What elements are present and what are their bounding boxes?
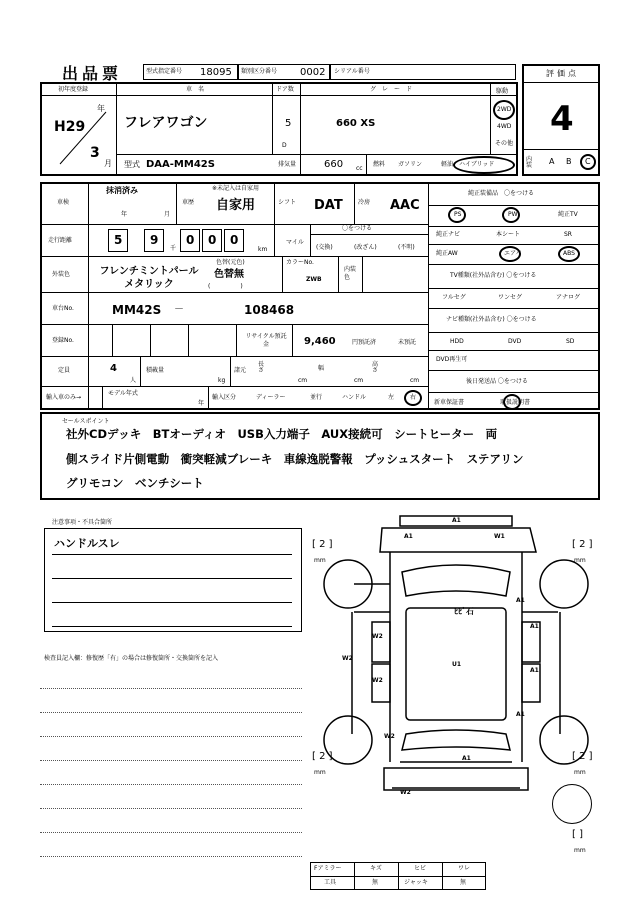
mileage-k: 千	[170, 245, 177, 252]
mark-door-left-front: W2	[372, 633, 383, 640]
later-manual[interactable]: 取扱説明書	[500, 399, 531, 406]
drive-other[interactable]: その他	[495, 140, 514, 147]
doors-value: 5	[285, 118, 292, 129]
footer-r2: 無	[372, 879, 379, 886]
mark-front-bumper: A1	[452, 517, 461, 524]
chassis-label: 車台No.	[52, 305, 74, 312]
regno-label: 登録No.	[52, 337, 74, 344]
sales-line-2: 側スライド片側電動 衝突軽減ブレーキ 車線逸脱警報 プッシュスタート ステアリン	[66, 452, 524, 466]
drive-2wd[interactable]: 2WD	[497, 106, 512, 113]
tread-rl: [ 2 ]	[312, 751, 333, 762]
drive-2wd-circle	[493, 100, 515, 120]
history-note: ※未記入は自家用	[212, 185, 260, 192]
recycle-no: 未預託	[398, 339, 417, 346]
interior-label: 内装	[526, 156, 533, 169]
len-cm: cm	[298, 377, 308, 384]
mark-fender-left: W2	[342, 655, 353, 662]
reg-slash	[56, 108, 110, 168]
mark-roof: U1	[452, 661, 462, 668]
inspector-label: 検査員記入欄：修復歴「有」の場合は修復箇所・交換箇所を記入	[44, 655, 219, 662]
equip-abs[interactable]: ABS	[563, 250, 575, 257]
vehicle-name: フレアワゴン	[124, 115, 208, 131]
mileage-label: 走行距離	[48, 237, 73, 244]
kata-value: 18095	[200, 67, 232, 78]
model-value: DAA-MM42S	[146, 159, 215, 170]
capacity-label: 定員	[58, 367, 71, 374]
tread-spare-unit: mm	[574, 847, 586, 854]
footer-r4: 無	[460, 879, 467, 886]
odo-exchange[interactable]: (交換)	[316, 244, 333, 251]
mark-fender-right: A1	[516, 597, 525, 604]
repaint-paren: ( )	[208, 283, 243, 290]
shaken-value: 抹消済み	[106, 186, 138, 195]
navi-hdd[interactable]: HDD	[450, 338, 464, 345]
dims-label: 諸元	[234, 367, 247, 374]
mark-rear-bumper: W2	[400, 789, 411, 796]
reg-year-unit: 年	[97, 104, 105, 113]
chassis-model: MM42S	[112, 303, 162, 317]
colorno-label: カラーNo.	[286, 259, 314, 266]
reg-year: H29	[54, 119, 86, 135]
handle-label: ハンドル	[342, 394, 367, 401]
navi-dvd[interactable]: DVD	[508, 338, 522, 345]
kata-label: 型式指定番号	[146, 68, 183, 75]
equip-tv[interactable]: 純正TV	[558, 211, 578, 218]
interior-a[interactable]: A	[549, 157, 555, 166]
disp-unit: cc	[356, 165, 363, 172]
chassis-no: 108468	[244, 303, 295, 317]
odo-header: 〇をつける	[342, 225, 373, 232]
wid-label: 幅	[318, 365, 325, 372]
recycle-label: リサイクル預託金	[245, 333, 287, 348]
navi-title: ナビ種類(社外品含む) 〇をつける	[446, 316, 537, 323]
reg-month: 3	[90, 145, 100, 161]
reg-label: 初年度登録	[58, 86, 89, 93]
score-value: 4	[550, 99, 574, 139]
model-year-unit: 年	[198, 400, 205, 407]
form-title: 出品票	[62, 64, 123, 83]
reg-month-unit: 月	[104, 159, 112, 168]
colorno-value: ZWB	[306, 276, 322, 283]
interior-b[interactable]: B	[566, 157, 572, 166]
fuel-hybrid-circle	[453, 156, 515, 174]
grade-value: 660 XS	[336, 118, 376, 129]
mark-hood-left: A1	[404, 533, 413, 540]
equip-abs-circle	[558, 246, 580, 262]
later-warranty[interactable]: 新車保証書	[434, 399, 465, 406]
history-label: 車歴	[182, 199, 195, 206]
import-dealer[interactable]: ディーラー	[256, 394, 286, 401]
sales-label: セールスポイント	[62, 418, 110, 425]
later-title: 後日発送品 〇をつける	[466, 378, 528, 385]
mileage-digit-3: 0	[186, 233, 195, 247]
shift-label: シフト	[278, 199, 297, 206]
equip-ps[interactable]: PS	[454, 211, 462, 218]
sales-line-1: 社外CDデッキ BTオーディオ USB入力端子 AUX接続可 シートヒーター 両	[66, 427, 498, 441]
ac-label: 冷房	[358, 199, 371, 206]
capacity-unit: 人	[130, 377, 137, 384]
color-label: 外装色	[52, 271, 71, 278]
equip-sr[interactable]: SR	[564, 231, 572, 238]
equip-navi[interactable]: 純正ナビ	[436, 231, 461, 238]
equip-airbag-circle	[499, 246, 521, 262]
equip-pw-circle	[502, 207, 520, 223]
doors-label: ドア数	[276, 86, 294, 93]
mark-quarter-right: A1	[516, 711, 525, 718]
mark-windshield: ﾋﾋﾞ石	[454, 607, 474, 616]
fuel-hybrid[interactable]: ハイブリッド	[459, 161, 495, 168]
equip-title: 純正装備品 〇をつける	[468, 190, 535, 197]
mark-rear-gate: A1	[462, 755, 471, 762]
handle-right-circle	[404, 390, 422, 406]
tread-spare: [ ]	[572, 829, 583, 840]
tread-rr: [ 2 ]	[572, 751, 593, 762]
footer-h3: ヒビ	[414, 865, 427, 872]
mile-label: マイル	[286, 239, 304, 246]
handle-right[interactable]: 右	[410, 394, 417, 401]
mileage-digit-4: 0	[208, 233, 217, 247]
mark-quarter-left: W2	[384, 733, 395, 740]
interior-c[interactable]: C	[585, 157, 591, 166]
recycle-value: 9,460	[304, 336, 336, 347]
grade-label: グ レ ー ド	[370, 86, 413, 93]
tread-fr-unit: mm	[574, 557, 586, 564]
tv-analog[interactable]: アナログ	[556, 294, 581, 301]
footer-h1: Fアミラー	[314, 865, 342, 872]
len-label: 長さ	[258, 361, 265, 374]
mileage-digit-2: 9	[150, 233, 159, 247]
shaken-y: 年	[121, 211, 128, 218]
equip-pw[interactable]: PW	[508, 211, 518, 218]
sales-line-3: グリモコン ベンチシート	[66, 476, 204, 490]
capacity-value: 4	[110, 363, 117, 374]
history-value: 自家用	[216, 198, 256, 213]
mileage-digit-1: 5	[114, 233, 123, 247]
chassis-dash: －	[174, 304, 184, 315]
shaken-m: 月	[164, 211, 171, 218]
notes-text: ハンドルスレ	[54, 537, 120, 550]
ac-value: AAC	[390, 198, 420, 213]
import-label: 輸入車のみ→	[46, 394, 82, 401]
tread-fl-unit: mm	[314, 557, 326, 564]
disp-value: 660	[324, 159, 344, 170]
tv-oneseg[interactable]: ワンセグ	[498, 294, 523, 301]
footer-r3: ジャッキ	[404, 879, 428, 886]
footer-h4: ワレ	[458, 865, 471, 872]
drive-label: 駆動	[496, 88, 509, 95]
load-unit: kg	[218, 377, 226, 384]
footer-r1: 工具	[324, 879, 337, 886]
fuel-label: 燃料	[373, 161, 386, 168]
fuel-gas[interactable]: ガソリン	[398, 161, 423, 168]
ruibetsu-label: 類別区分番号	[241, 68, 278, 75]
spare-tire	[552, 784, 592, 824]
equip-airbag[interactable]: エアバ	[504, 250, 522, 257]
equip-seat[interactable]: 本シート	[496, 231, 521, 238]
name-label: 車 名	[186, 86, 205, 93]
serial-label: シリアル番号	[334, 68, 370, 75]
fuel-diesel[interactable]: 軽油	[441, 161, 454, 168]
mark-door-right-front: A1	[530, 623, 539, 630]
ruibetsu-value: 0002	[300, 67, 326, 78]
notes-label: 注意事項・不具合箇所	[52, 519, 113, 526]
odo-modified[interactable]: (改ざん)	[354, 244, 377, 251]
mark-hood-right: W1	[494, 533, 505, 540]
model-year-label: モデル年式	[108, 390, 138, 397]
mark-door-right-rear: A1	[530, 667, 539, 674]
shaken-label: 車検	[57, 199, 70, 206]
disp-label: 排気量	[278, 161, 297, 168]
equip-ps-circle	[448, 207, 466, 223]
repaint-label: 色替(元色)	[216, 259, 245, 266]
tread-rl-unit: mm	[314, 769, 326, 776]
footer-h2: キズ	[370, 865, 382, 872]
mileage-digit-5: 0	[230, 233, 239, 247]
hei-label: 高さ	[372, 361, 379, 374]
tread-rr-unit: mm	[574, 769, 586, 776]
wid-cm: cm	[354, 377, 364, 384]
repaint-value: 色替無	[214, 269, 244, 280]
later-manual-circle	[503, 394, 521, 410]
tv-title: TV種類(社外品含む) 〇をつける	[450, 272, 537, 279]
odo-unknown[interactable]: (不明)	[398, 244, 415, 251]
handle-left[interactable]: 左	[388, 394, 395, 401]
tread-fl: [ 2 ]	[312, 539, 333, 550]
tv-fullseg[interactable]: フルセグ	[442, 294, 466, 301]
equip-aw[interactable]: 純正AW	[436, 250, 458, 257]
mileage-unit: km	[258, 246, 268, 253]
drive-4wd[interactable]: 4WD	[497, 123, 512, 130]
color-value: フレンチミントパール メタリック	[99, 266, 199, 290]
navi-sd[interactable]: SD	[566, 338, 575, 345]
score-label: 評価点	[546, 69, 579, 78]
dvd-play[interactable]: DVD再生可	[436, 356, 468, 363]
load-label: 積載量	[146, 367, 165, 374]
hei-cm: cm	[410, 377, 420, 384]
mark-door-left-rear: W2	[372, 677, 383, 684]
import-parallel[interactable]: 並行	[310, 394, 323, 401]
shift-value: DAT	[314, 198, 343, 213]
recycle-unit: 円預託済	[352, 339, 377, 346]
tread-fr: [ 2 ]	[572, 539, 593, 550]
model-label: 型式	[124, 160, 140, 169]
interior-c-circle	[580, 154, 596, 170]
doors-d: D	[282, 142, 287, 149]
intcolor-label: 内装色	[344, 266, 357, 281]
import-div-label: 輸入区分	[212, 394, 237, 401]
